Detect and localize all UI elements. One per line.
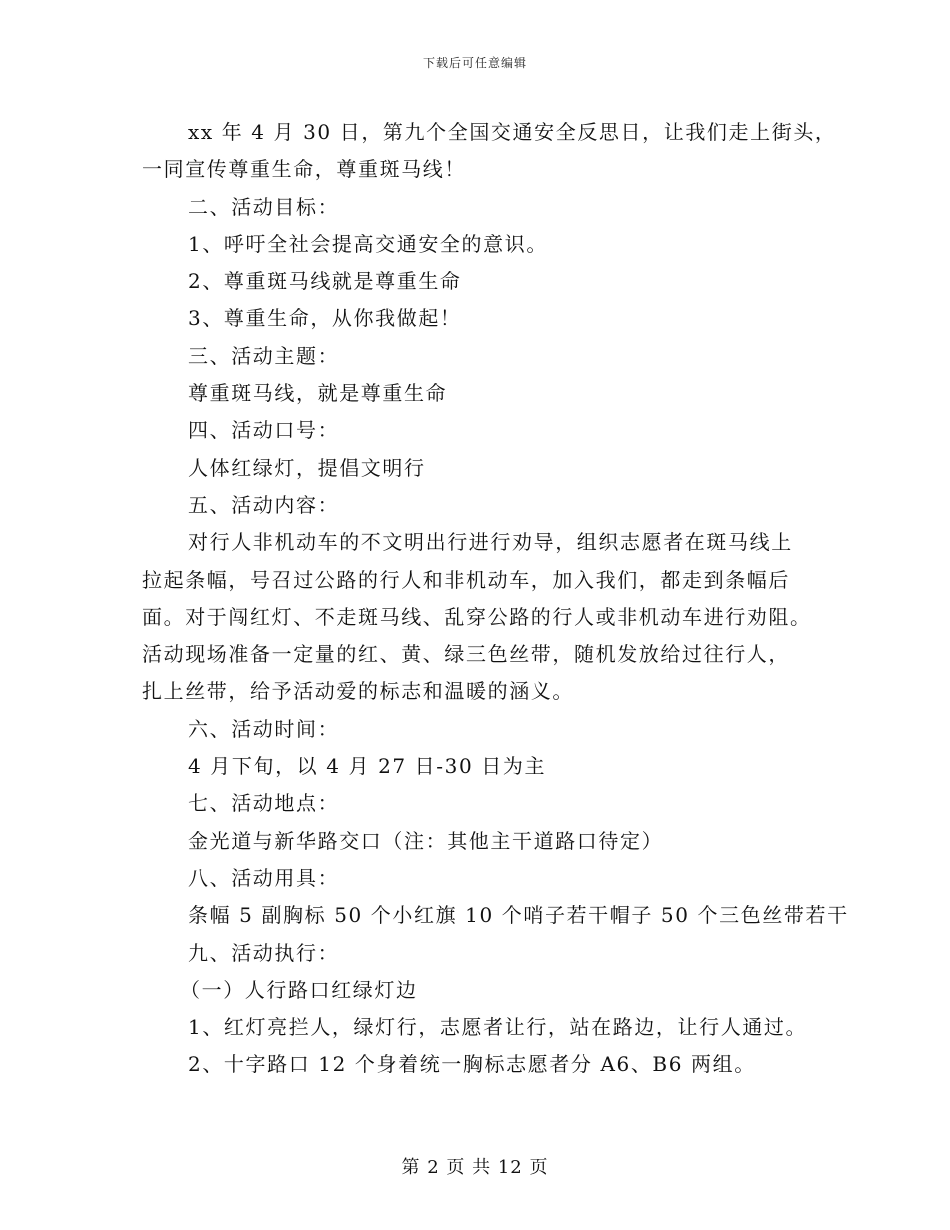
paragraph-line: xx 年 4 月 30 日，第九个全国交通安全反思日，让我们走上街头， xyxy=(188,120,837,144)
subsection-heading: （一）人行路口红绿灯边 xyxy=(180,977,418,1002)
section-heading: 二、活动目标： xyxy=(188,194,340,219)
section-heading: 三、活动主题： xyxy=(188,343,340,368)
section-heading: 八、活动用具： xyxy=(188,865,340,890)
section-heading: 九、活动执行： xyxy=(188,940,340,965)
list-item: 1、呼吁全社会提高交通安全的意识。 xyxy=(188,231,548,256)
paragraph-line: 对行人非机动车的不文明出行进行劝导，组织志愿者在斑马线上 xyxy=(188,530,793,555)
paragraph-line: 尊重斑马线，就是尊重生命 xyxy=(188,381,448,406)
paragraph-line: 拉起条幅，号召过公路的行人和非机动车，加入我们，都走到条幅后 xyxy=(142,567,790,592)
section-heading: 七、活动地点： xyxy=(188,791,340,816)
page-footer: 第 2 页 共 12 页 xyxy=(401,1157,549,1178)
section-heading: 四、活动口号： xyxy=(188,418,340,443)
paragraph-line: 人体红绿灯，提倡文明行 xyxy=(188,455,426,480)
paragraph-line: 条幅 5 副胸标 50 个小红旗 10 个哨子若干帽子 50 个三色丝带若干 xyxy=(188,903,849,928)
paragraph-line: 金光道与新华路交口（注：其他主干道路口待定） xyxy=(188,828,664,853)
paragraph-line: 4 月下旬，以 4 月 27 日-30 日为主 xyxy=(188,754,547,779)
paragraph-line: 活动现场准备一定量的红、黄、绿三色丝带，随机发放给过往行人， xyxy=(142,642,790,667)
section-heading: 五、活动内容： xyxy=(188,492,340,517)
list-item: 2、尊重斑马线就是尊重生命 xyxy=(188,269,462,294)
list-item: 2、十字路口 12 个身着统一胸标志愿者分 A6、B6 两组。 xyxy=(188,1052,756,1077)
paragraph-line: 扎上丝带，给予活动爱的标志和温暖的涵义。 xyxy=(142,679,574,704)
document-body xyxy=(142,114,849,1084)
list-item: 1、红灯亮拦人，绿灯行，志愿者让行，站在路边，让行人通过。 xyxy=(188,1015,808,1040)
paragraph-line: 一同宣传尊重生命，尊重斑马线！ xyxy=(142,157,466,182)
page-header: 下载后可任意编辑 xyxy=(422,56,527,70)
paragraph-line: 面。对于闯红灯、不走斑马线、乱穿公路的行人或非机动车进行劝阻。 xyxy=(142,604,812,629)
section-heading: 六、活动时间： xyxy=(188,716,340,741)
list-item: 3、尊重生命，从你我做起！ xyxy=(188,306,462,331)
